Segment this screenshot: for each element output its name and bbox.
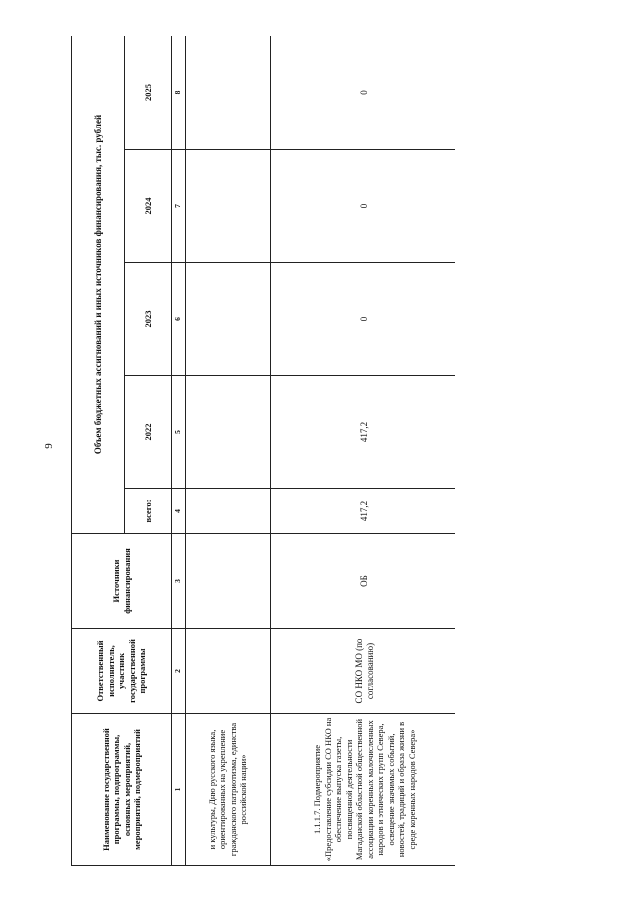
header-source: Источники финансирования — [72, 534, 172, 629]
row-value-2022 — [185, 376, 270, 489]
column-number: 8 — [172, 36, 186, 150]
row-value-2024 — [185, 150, 270, 263]
column-number: 3 — [172, 534, 186, 629]
column-number: 5 — [172, 376, 186, 489]
row-value-total — [185, 489, 270, 534]
row-source-cell: ОБ — [270, 534, 455, 629]
row-value-2025 — [185, 36, 270, 150]
budget-table-frame — [71, 36, 455, 866]
row-value-2023: 0 — [270, 263, 455, 376]
row-value-2023 — [185, 263, 270, 376]
column-number: 2 — [172, 629, 186, 714]
row-executor-cell — [185, 629, 270, 714]
row-value-2024: 0 — [270, 150, 455, 263]
header-year-2024: 2024 — [125, 150, 172, 263]
header-year-total: всего: — [125, 489, 172, 534]
header-year-2022: 2022 — [125, 376, 172, 489]
header-year-2023: 2023 — [125, 263, 172, 376]
header-funding-title: Объем бюджетных ассигнований и иных источников финансирования, тыс. рублей — [72, 36, 125, 534]
header-year-2025: 2025 — [125, 36, 172, 150]
column-number: 4 — [172, 489, 186, 534]
page-number: 9 — [42, 443, 55, 449]
row-value-2025: 0 — [270, 36, 455, 150]
column-number: 1 — [172, 714, 186, 866]
table-row — [270, 36, 455, 866]
row-executor-cell: СО НКО МО (по согласованию) — [270, 629, 455, 714]
row-value-total: 417,2 — [270, 489, 455, 534]
budget-table — [71, 36, 455, 866]
column-number: 6 — [172, 263, 186, 376]
row-name-cell: 1.1.1.7. Подмероприятие «Предоставление субсидии СО НКО на обеспечение выпуска газеты, посвященной деятельности Магаданской областной общественной ассоциации коренных малочисленных народов и этнических групп Севера, освещение значимых событий, новостей, традиций и образа жизни в среде коренных народов Севера» — [270, 714, 455, 866]
table-row — [185, 36, 270, 866]
header-name: Наименование государственной программы, подпрограммы, основных мероприятий, мероприятий, подмероприятий — [72, 714, 172, 866]
row-source-cell — [185, 534, 270, 629]
header-executor: Ответственный исполнитель, участник государственной программы — [72, 629, 172, 714]
column-number: 7 — [172, 150, 186, 263]
row-value-2022: 417,2 — [270, 376, 455, 489]
row-name-cell: и культуры, Дню русского языка, ориентированных на укрепление гражданского патриотизма, единства российской нации» — [185, 714, 270, 866]
